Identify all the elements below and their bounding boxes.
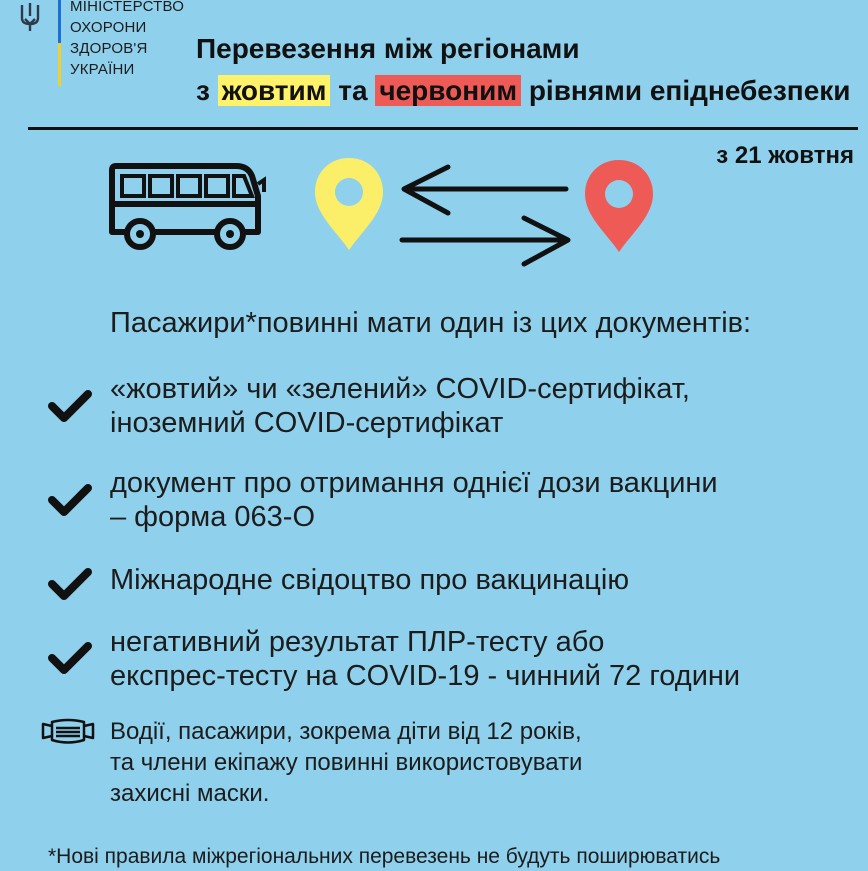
mask-requirement-line: Водії, пасажири, зокрема діти від 12 років,: [110, 718, 582, 745]
ministry-name-line: ЗДОРОВ'Я: [70, 40, 148, 57]
checkmark-icon: [48, 566, 92, 602]
requirement-line: – форма 063-О: [110, 501, 316, 533]
trident-icon: [18, 2, 42, 32]
ministry-name-line: ОХОРОНИ: [70, 19, 147, 36]
requirement-item: [110, 625, 740, 693]
requirement-item: [110, 466, 718, 534]
requirement-line: іноземний COVID-сертифікат: [110, 407, 504, 439]
face-mask-icon: [40, 718, 96, 746]
requirement-line: негативний результат ПЛР-тесту або: [110, 626, 605, 658]
arrow-right-icon: [398, 214, 574, 272]
effective-date: з 21 жовтня: [716, 142, 854, 169]
requirement-item: [110, 372, 690, 440]
logo-divider: [58, 0, 61, 86]
requirement-line: експрес-тесту на COVID-19 - чинний 72 години: [110, 660, 741, 692]
arrow-left-icon: [398, 163, 570, 221]
ministry-logo: [14, 0, 185, 90]
title-suffix: рівнями епіднебезпеки: [528, 75, 851, 106]
map-pin-icon: [312, 156, 386, 252]
mask-requirement-line: та члени екіпажу повинні використовувати: [110, 749, 583, 776]
requirement-line: «жовтий» чи «зелений» COVID-сертифікат,: [110, 373, 690, 405]
title-line-1: Перевезення між регіонами: [196, 33, 580, 64]
mask-requirement-line: захисні маски.: [110, 780, 270, 807]
ministry-name: [70, 0, 184, 80]
checkmark-icon: [48, 388, 92, 424]
checkmark-icon: [48, 640, 92, 676]
checkmark-icon: [48, 482, 92, 518]
requirement-item: [110, 563, 629, 597]
title-divider: [28, 127, 858, 130]
bus-icon: [106, 162, 268, 254]
requirement-line: Міжнародне свідоцтво про вакцинацію: [110, 564, 630, 596]
documents-intro: Пасажири*повинні мати один із цих документів:: [110, 307, 752, 339]
requirement-line: документ про отримання однієї дози вакцини: [110, 467, 718, 499]
red-level-highlight: червоним: [375, 75, 521, 106]
ministry-name-line: МІНІСТЕРСТВО: [70, 0, 185, 15]
title-line-2: [196, 70, 851, 112]
footnote: *Нові правила міжрегіональних перевезень не будуть поширюватись: [48, 845, 721, 868]
map-pin-icon: [582, 158, 656, 254]
title-connector: та: [338, 75, 368, 106]
title-prefix: з: [196, 75, 210, 106]
page-title: [196, 28, 851, 112]
yellow-level-highlight: жовтим: [218, 75, 331, 106]
mask-requirement: [110, 716, 582, 809]
ministry-name-line: УКРАЇНИ: [70, 61, 135, 78]
